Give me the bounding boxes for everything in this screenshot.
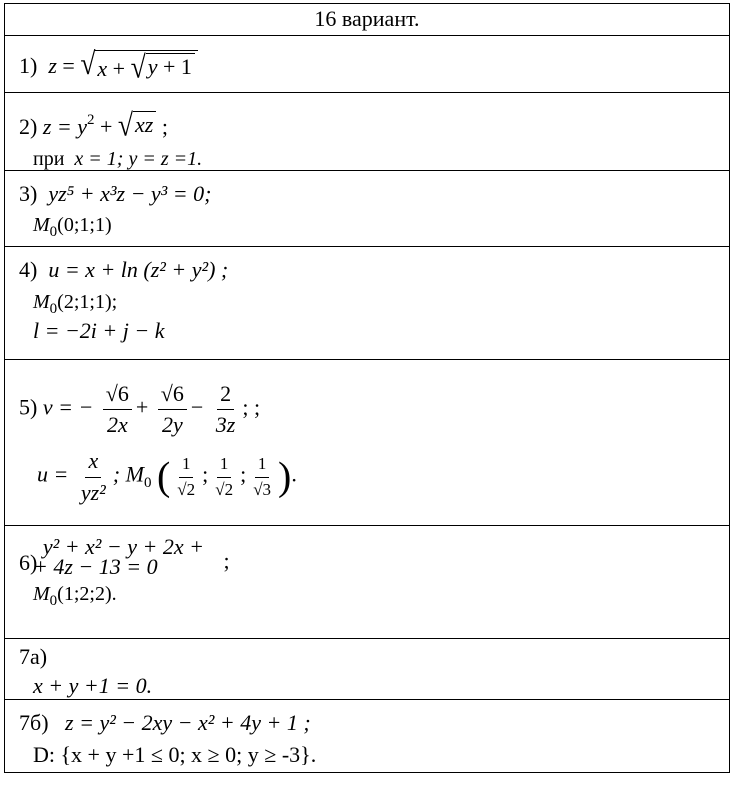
denominator: √2 bbox=[177, 479, 196, 499]
fraction bbox=[212, 455, 236, 499]
formula-text: . bbox=[291, 462, 297, 488]
denominator: √3 bbox=[253, 479, 272, 499]
problem-2-formula bbox=[19, 106, 729, 143]
formula-text: x bbox=[97, 56, 108, 81]
domain-text: D: {x + y +1 ≤ 0; x ≥ 0; y ≥ -3}. bbox=[33, 742, 317, 767]
denominator: 2x bbox=[106, 412, 128, 438]
formula-text: z = y bbox=[42, 114, 87, 139]
denominator: 3z bbox=[215, 412, 236, 438]
fraction bbox=[78, 449, 109, 504]
problem-2-condition bbox=[33, 149, 736, 169]
variant-table bbox=[4, 3, 730, 773]
formula-text: + bbox=[100, 114, 113, 139]
point-name: M bbox=[33, 214, 50, 236]
formula-text: ; bbox=[161, 114, 168, 139]
problem-row-3 bbox=[5, 171, 730, 247]
problem-7a-formula bbox=[33, 675, 736, 697]
subscript: 0 bbox=[143, 475, 152, 492]
problem-number: 6) bbox=[19, 550, 38, 575]
formula-text: + 4z − 13 = 0 bbox=[33, 554, 158, 579]
problem-row-2 bbox=[5, 93, 730, 171]
point-name: M bbox=[33, 583, 50, 605]
formula-text: xz bbox=[135, 112, 154, 137]
problem-4-point bbox=[33, 291, 736, 317]
formula-text: ; bbox=[223, 548, 230, 573]
problem-5-function-u: u = $\frac{x}{\text{yz²}}$ ; $M_0$ ( $\frac{1}{√2}$ ; $\frac{1}{√2}$ ; $\frac{1}{√3}$ ). bbox=[37, 448, 297, 505]
problem-1-formula bbox=[19, 45, 729, 85]
formula-text: y² + x² − y + 2x + bbox=[42, 534, 204, 559]
problem-row-5 bbox=[5, 360, 730, 526]
problem-row-1 bbox=[5, 36, 730, 93]
denominator: yz² bbox=[80, 479, 106, 505]
formula-text: y bbox=[147, 54, 158, 79]
problem-number: 4) bbox=[19, 257, 38, 282]
numerator: 2 bbox=[217, 382, 234, 410]
exponent: 2 bbox=[87, 112, 95, 128]
condition-label: при bbox=[33, 147, 65, 170]
problem-3-formula bbox=[19, 183, 729, 205]
variant-title: 16 вариант. bbox=[5, 4, 730, 36]
problem-number: 7а) bbox=[19, 644, 48, 669]
problem-4-formula bbox=[19, 259, 729, 281]
problem-7b-formula bbox=[19, 712, 729, 734]
left-paren: ( bbox=[156, 454, 171, 500]
right-paren: ) bbox=[278, 454, 292, 500]
problem-number: 1) bbox=[19, 53, 38, 78]
formula-text: z bbox=[48, 53, 57, 78]
formula-text: ; ; bbox=[242, 394, 261, 420]
denominator: √2 bbox=[215, 479, 234, 499]
formula-text: v = − bbox=[42, 394, 94, 420]
header-row bbox=[5, 4, 730, 36]
point-name: ; M bbox=[112, 462, 144, 488]
problem-number: 3) bbox=[19, 181, 38, 206]
problem-row-6 bbox=[5, 526, 730, 639]
problem-3-point bbox=[33, 214, 736, 240]
problem-number: 2) bbox=[19, 114, 38, 139]
point-name: M bbox=[33, 291, 50, 313]
subscript: 0 bbox=[49, 593, 58, 609]
formula-text: = bbox=[62, 53, 75, 78]
formula-text: u = bbox=[37, 462, 69, 488]
vector-text: l = −2i + j − k bbox=[33, 318, 165, 343]
problem-number: 5) bbox=[19, 394, 38, 420]
problem-5-formula: 5) v = − $\frac{√6}{2x}$ + $\frac{√6}{2y}$ − $\frac{2}{3z}$ ; ; bbox=[19, 381, 261, 438]
numerator: 1 bbox=[179, 455, 194, 478]
subscript: 0 bbox=[49, 224, 58, 240]
formula-text: u = x + ln (z² + y²) ; bbox=[48, 257, 229, 282]
problem-6-point bbox=[33, 583, 736, 609]
formula-text: + bbox=[112, 56, 126, 81]
fraction bbox=[213, 382, 239, 437]
subscript: 0 bbox=[49, 301, 58, 317]
problem-number: 7б) bbox=[19, 710, 49, 735]
formula-text: + 1 bbox=[162, 54, 192, 79]
point-coords: (1;2;2). bbox=[57, 583, 117, 605]
formula-text: x + y +1 = 0. bbox=[33, 673, 153, 698]
denominator: 2y bbox=[161, 412, 183, 438]
problem-row-7b bbox=[5, 700, 730, 773]
numerator: √6 bbox=[158, 382, 187, 410]
numerator: 1 bbox=[217, 455, 232, 478]
fraction bbox=[250, 455, 274, 499]
numerator: √6 bbox=[103, 382, 132, 410]
fraction bbox=[103, 382, 132, 437]
fraction bbox=[158, 382, 187, 437]
sqrt-outer: √ x + √ y + 1 bbox=[80, 50, 198, 81]
numerator: 1 bbox=[255, 455, 270, 478]
problem-row-4 bbox=[5, 247, 730, 360]
problem-row-7a bbox=[5, 639, 730, 700]
problem-7b-domain bbox=[33, 744, 736, 766]
page bbox=[4, 3, 730, 773]
problem-6-formula-cont bbox=[33, 556, 736, 578]
point-coords: (2;1;1); bbox=[57, 291, 118, 313]
problem-4-vector bbox=[33, 320, 736, 342]
sqrt: √ xz bbox=[118, 111, 156, 139]
fraction bbox=[174, 455, 198, 499]
formula-text: z = y² − 2xy − x² + 4y + 1 ; bbox=[65, 710, 311, 735]
sqrt-inner: √ y + 1 bbox=[131, 53, 195, 81]
point-coords: (0;1;1) bbox=[57, 214, 112, 236]
numerator: x bbox=[85, 449, 101, 477]
formula-text: yz⁵ + x³z − y³ = 0; bbox=[48, 181, 212, 206]
condition-text: x = 1; y = z =1. bbox=[74, 147, 203, 170]
